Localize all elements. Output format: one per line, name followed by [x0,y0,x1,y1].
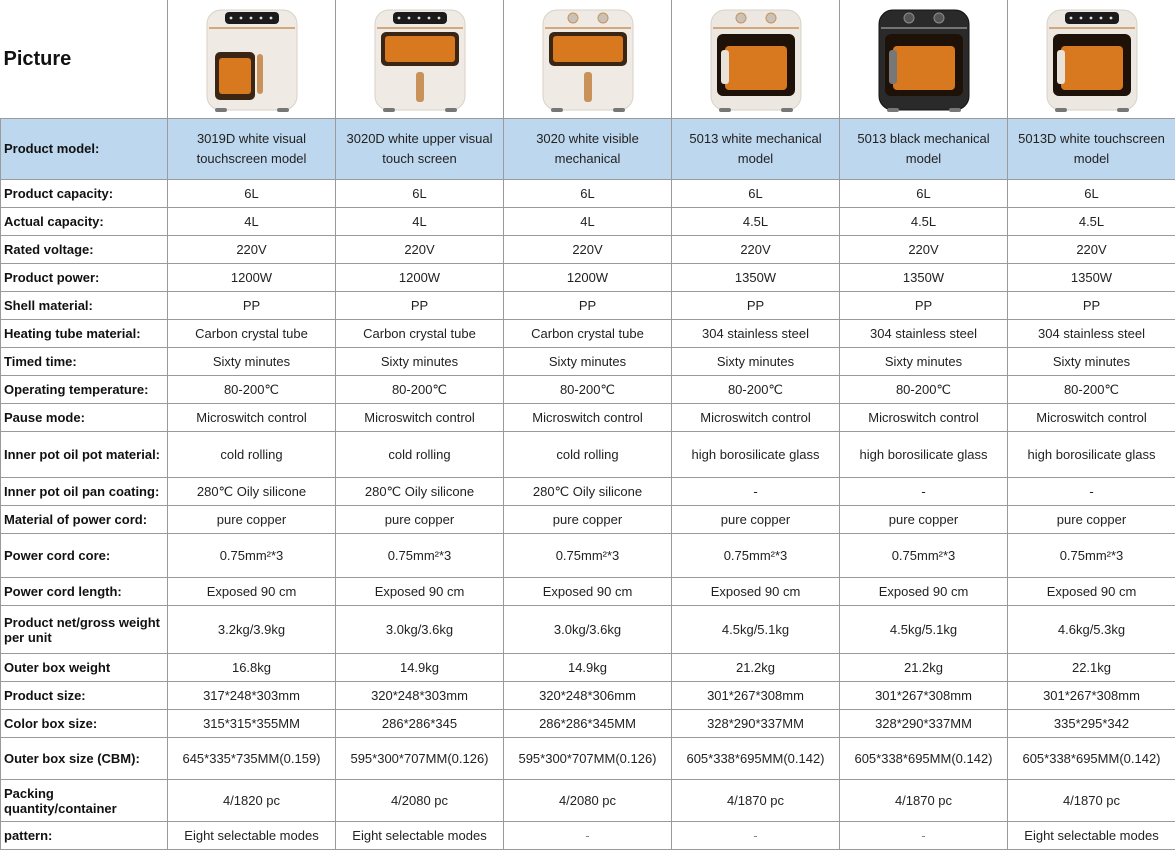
product-power-label: Product power: [1,264,168,292]
power-cord-material-value-6: pure copper [1008,506,1175,534]
product-power-value-2: 1200W [336,264,504,292]
rated-voltage-value-2: 220V [336,236,504,264]
actual-capacity-row [1,208,1175,236]
pattern-value-3: - [504,822,672,850]
product-size-value-4: 301*267*308mm [672,682,840,710]
heating-tube-material-label: Heating tube material: [1,320,168,348]
5013-black-fryer-photo [869,2,979,116]
color-box-size-value-2: 286*286*345 [336,710,504,738]
actual-capacity-value-5: 4.5L [840,208,1008,236]
product-5-image-cell [840,0,1008,119]
power-cord-length-value-3: Exposed 90 cm [504,578,672,606]
power-cord-core-value-5: 0.75mm²*3 [840,534,1008,578]
packing-quantity-value-6: 4/1870 pc [1008,780,1175,822]
shell-material-value-2: PP [336,292,504,320]
timed-time-value-5: Sixty minutes [840,348,1008,376]
inner-pot-material-value-5: high borosilicate glass [840,432,1008,478]
packing-quantity-value-5: 4/1870 pc [840,780,1008,822]
actual-capacity-value-1: 4L [168,208,336,236]
power-cord-material-value-4: pure copper [672,506,840,534]
outer-box-size-label: Outer box size (CBM): [1,738,168,780]
outer-box-size-value-4: 605*338*695MM(0.142) [672,738,840,780]
heating-tube-material-value-6: 304 stainless steel [1008,320,1175,348]
inner-pan-coating-value-4: - [672,478,840,506]
net-gross-weight-value-5: 4.5kg/5.1kg [840,606,1008,654]
operating-temperature-label: Operating temperature: [1,376,168,404]
color-box-size-value-5: 328*290*337MM [840,710,1008,738]
operating-temperature-row [1,376,1175,404]
product-power-value-5: 1350W [840,264,1008,292]
power-cord-length-value-6: Exposed 90 cm [1008,578,1175,606]
power-cord-material-label: Material of power cord: [1,506,168,534]
outer-box-size-value-2: 595*300*707MM(0.126) [336,738,504,780]
inner-pan-coating-value-1: 280℃ Oily silicone [168,478,336,506]
inner-pot-material-value-4: high borosilicate glass [672,432,840,478]
power-cord-length-value-4: Exposed 90 cm [672,578,840,606]
product-power-value-1: 1200W [168,264,336,292]
rated-voltage-value-6: 220V [1008,236,1175,264]
timed-time-value-4: Sixty minutes [672,348,840,376]
packing-quantity-value-4: 4/1870 pc [672,780,840,822]
outer-box-weight-value-5: 21.2kg [840,654,1008,682]
inner-pan-coating-value-5: - [840,478,1008,506]
product-size-label: Product size: [1,682,168,710]
packing-quantity-value-2: 4/2080 pc [336,780,504,822]
spec-table-body [1,0,1175,850]
product-size-value-5: 301*267*308mm [840,682,1008,710]
net-gross-weight-value-1: 3.2kg/3.9kg [168,606,336,654]
net-gross-weight-value-4: 4.5kg/5.1kg [672,606,840,654]
heating-tube-material-value-4: 304 stainless steel [672,320,840,348]
shell-material-value-1: PP [168,292,336,320]
net-gross-weight-value-6: 4.6kg/5.3kg [1008,606,1175,654]
shell-material-row [1,292,1175,320]
pattern-value-4: - [672,822,840,850]
heating-tube-material-value-5: 304 stainless steel [840,320,1008,348]
product-capacity-label: Product capacity: [1,180,168,208]
timed-time-row [1,348,1175,376]
operating-temperature-value-3: 80-200℃ [504,376,672,404]
power-cord-core-value-1: 0.75mm²*3 [168,534,336,578]
operating-temperature-value-6: 80-200℃ [1008,376,1175,404]
product-model-row [1,119,1175,180]
net-gross-weight-row [1,606,1175,654]
pattern-value-5: - [840,822,1008,850]
product-size-value-1: 317*248*303mm [168,682,336,710]
product-capacity-value-1: 6L [168,180,336,208]
pause-mode-label: Pause mode: [1,404,168,432]
actual-capacity-value-2: 4L [336,208,504,236]
product-size-value-3: 320*248*306mm [504,682,672,710]
heating-tube-material-value-3: Carbon crystal tube [504,320,672,348]
actual-capacity-label: Actual capacity: [1,208,168,236]
pause-mode-value-1: Microswitch control [168,404,336,432]
product-model-value-4: 5013 white mechanical model [672,119,840,180]
color-box-size-label: Color box size: [1,710,168,738]
product-power-value-6: 1350W [1008,264,1175,292]
inner-pot-material-value-3: cold rolling [504,432,672,478]
outer-box-weight-value-6: 22.1kg [1008,654,1175,682]
pattern-value-2: Eight selectable modes [336,822,504,850]
power-cord-length-value-2: Exposed 90 cm [336,578,504,606]
timed-time-value-1: Sixty minutes [168,348,336,376]
pattern-row [1,822,1175,850]
power-cord-core-value-3: 0.75mm²*3 [504,534,672,578]
rated-voltage-value-4: 220V [672,236,840,264]
product-model-label: Product model: [1,119,168,180]
operating-temperature-value-4: 80-200℃ [672,376,840,404]
product-model-value-3: 3020 white visible mechanical [504,119,672,180]
product-model-value-5: 5013 black mechanical model [840,119,1008,180]
rated-voltage-value-1: 220V [168,236,336,264]
picture-row [1,0,1175,119]
color-box-size-row [1,710,1175,738]
actual-capacity-value-4: 4.5L [672,208,840,236]
shell-material-value-3: PP [504,292,672,320]
timed-time-label: Timed time: [1,348,168,376]
power-cord-core-value-4: 0.75mm²*3 [672,534,840,578]
product-capacity-row [1,180,1175,208]
power-cord-material-value-1: pure copper [168,506,336,534]
product-size-row [1,682,1175,710]
pattern-value-6: Eight selectable modes [1008,822,1175,850]
product-2-image-cell [336,0,504,119]
operating-temperature-value-2: 80-200℃ [336,376,504,404]
net-gross-weight-value-2: 3.0kg/3.6kg [336,606,504,654]
pause-mode-value-3: Microswitch control [504,404,672,432]
outer-box-weight-value-4: 21.2kg [672,654,840,682]
outer-box-weight-value-1: 16.8kg [168,654,336,682]
shell-material-value-5: PP [840,292,1008,320]
rated-voltage-label: Rated voltage: [1,236,168,264]
product-6-image-cell [1008,0,1175,119]
product-1-image-cell [168,0,336,119]
outer-box-size-value-1: 645*335*735MM(0.159) [168,738,336,780]
product-3-image-cell [504,0,672,119]
color-box-size-value-3: 286*286*345MM [504,710,672,738]
inner-pot-material-value-1: cold rolling [168,432,336,478]
power-cord-material-value-5: pure copper [840,506,1008,534]
outer-box-size-value-5: 605*338*695MM(0.142) [840,738,1008,780]
power-cord-core-label: Power cord core: [1,534,168,578]
pause-mode-value-6: Microswitch control [1008,404,1175,432]
power-cord-material-value-3: pure copper [504,506,672,534]
packing-quantity-label: Packing quantity/container [1,780,168,822]
net-gross-weight-value-3: 3.0kg/3.6kg [504,606,672,654]
product-model-value-1: 3019D white visual touchscreen model [168,119,336,180]
inner-pan-coating-value-6: - [1008,478,1175,506]
product-power-value-4: 1350W [672,264,840,292]
outer-box-weight-label: Outer box weight [1,654,168,682]
heating-tube-material-value-1: Carbon crystal tube [168,320,336,348]
power-cord-length-value-5: Exposed 90 cm [840,578,1008,606]
inner-pot-material-value-6: high borosilicate glass [1008,432,1175,478]
outer-box-size-row [1,738,1175,780]
power-cord-core-value-6: 0.75mm²*3 [1008,534,1175,578]
product-capacity-value-2: 6L [336,180,504,208]
net-gross-weight-label: Product net/gross weight per unit [1,606,168,654]
packing-quantity-row [1,780,1175,822]
timed-time-value-2: Sixty minutes [336,348,504,376]
product-model-value-6: 5013D white touchscreen model [1008,119,1175,180]
power-cord-core-value-2: 0.75mm²*3 [336,534,504,578]
pattern-label: pattern: [1,822,168,850]
shell-material-value-4: PP [672,292,840,320]
product-4-image-cell [672,0,840,119]
inner-pan-coating-label: Inner pot oil pan coating: [1,478,168,506]
pattern-value-1: Eight selectable modes [168,822,336,850]
3020d-white-fryer-photo [365,2,475,116]
outer-box-size-value-6: 605*338*695MM(0.142) [1008,738,1175,780]
color-box-size-value-4: 328*290*337MM [672,710,840,738]
inner-pot-material-row [1,432,1175,478]
shell-material-label: Shell material: [1,292,168,320]
product-capacity-value-5: 6L [840,180,1008,208]
product-model-value-2: 3020D white upper visual touch screen [336,119,504,180]
pause-mode-value-5: Microswitch control [840,404,1008,432]
product-size-value-6: 301*267*308mm [1008,682,1175,710]
outer-box-weight-value-3: 14.9kg [504,654,672,682]
product-power-row [1,264,1175,292]
power-cord-material-value-2: pure copper [336,506,504,534]
inner-pot-material-label: Inner pot oil pot material: [1,432,168,478]
timed-time-value-3: Sixty minutes [504,348,672,376]
inner-pan-coating-row [1,478,1175,506]
operating-temperature-value-5: 80-200℃ [840,376,1008,404]
shell-material-value-6: PP [1008,292,1175,320]
outer-box-size-value-3: 595*300*707MM(0.126) [504,738,672,780]
product-capacity-value-3: 6L [504,180,672,208]
packing-quantity-value-3: 4/2080 pc [504,780,672,822]
power-cord-length-label: Power cord length: [1,578,168,606]
heating-tube-material-value-2: Carbon crystal tube [336,320,504,348]
power-cord-material-row [1,506,1175,534]
product-power-value-3: 1200W [504,264,672,292]
product-capacity-value-4: 6L [672,180,840,208]
picture-label: Picture [1,0,168,119]
color-box-size-value-1: 315*315*355MM [168,710,336,738]
inner-pan-coating-value-3: 280℃ Oily silicone [504,478,672,506]
product-size-value-2: 320*248*303mm [336,682,504,710]
rated-voltage-row [1,236,1175,264]
pause-mode-row [1,404,1175,432]
rated-voltage-value-3: 220V [504,236,672,264]
pause-mode-value-2: Microswitch control [336,404,504,432]
3020-white-fryer-photo [533,2,643,116]
heating-tube-material-row [1,320,1175,348]
outer-box-weight-row [1,654,1175,682]
pause-mode-value-4: Microswitch control [672,404,840,432]
outer-box-weight-value-2: 14.9kg [336,654,504,682]
timed-time-value-6: Sixty minutes [1008,348,1175,376]
5013-white-fryer-photo [701,2,811,116]
inner-pot-material-value-2: cold rolling [336,432,504,478]
rated-voltage-value-5: 220V [840,236,1008,264]
actual-capacity-value-6: 4.5L [1008,208,1175,236]
operating-temperature-value-1: 80-200℃ [168,376,336,404]
color-box-size-value-6: 335*295*342 [1008,710,1175,738]
packing-quantity-value-1: 4/1820 pc [168,780,336,822]
5013d-white-fryer-photo [1037,2,1147,116]
inner-pan-coating-value-2: 280℃ Oily silicone [336,478,504,506]
3019d-white-fryer-photo [197,2,307,116]
power-cord-core-row [1,534,1175,578]
product-capacity-value-6: 6L [1008,180,1175,208]
power-cord-length-value-1: Exposed 90 cm [168,578,336,606]
actual-capacity-value-3: 4L [504,208,672,236]
power-cord-length-row [1,578,1175,606]
